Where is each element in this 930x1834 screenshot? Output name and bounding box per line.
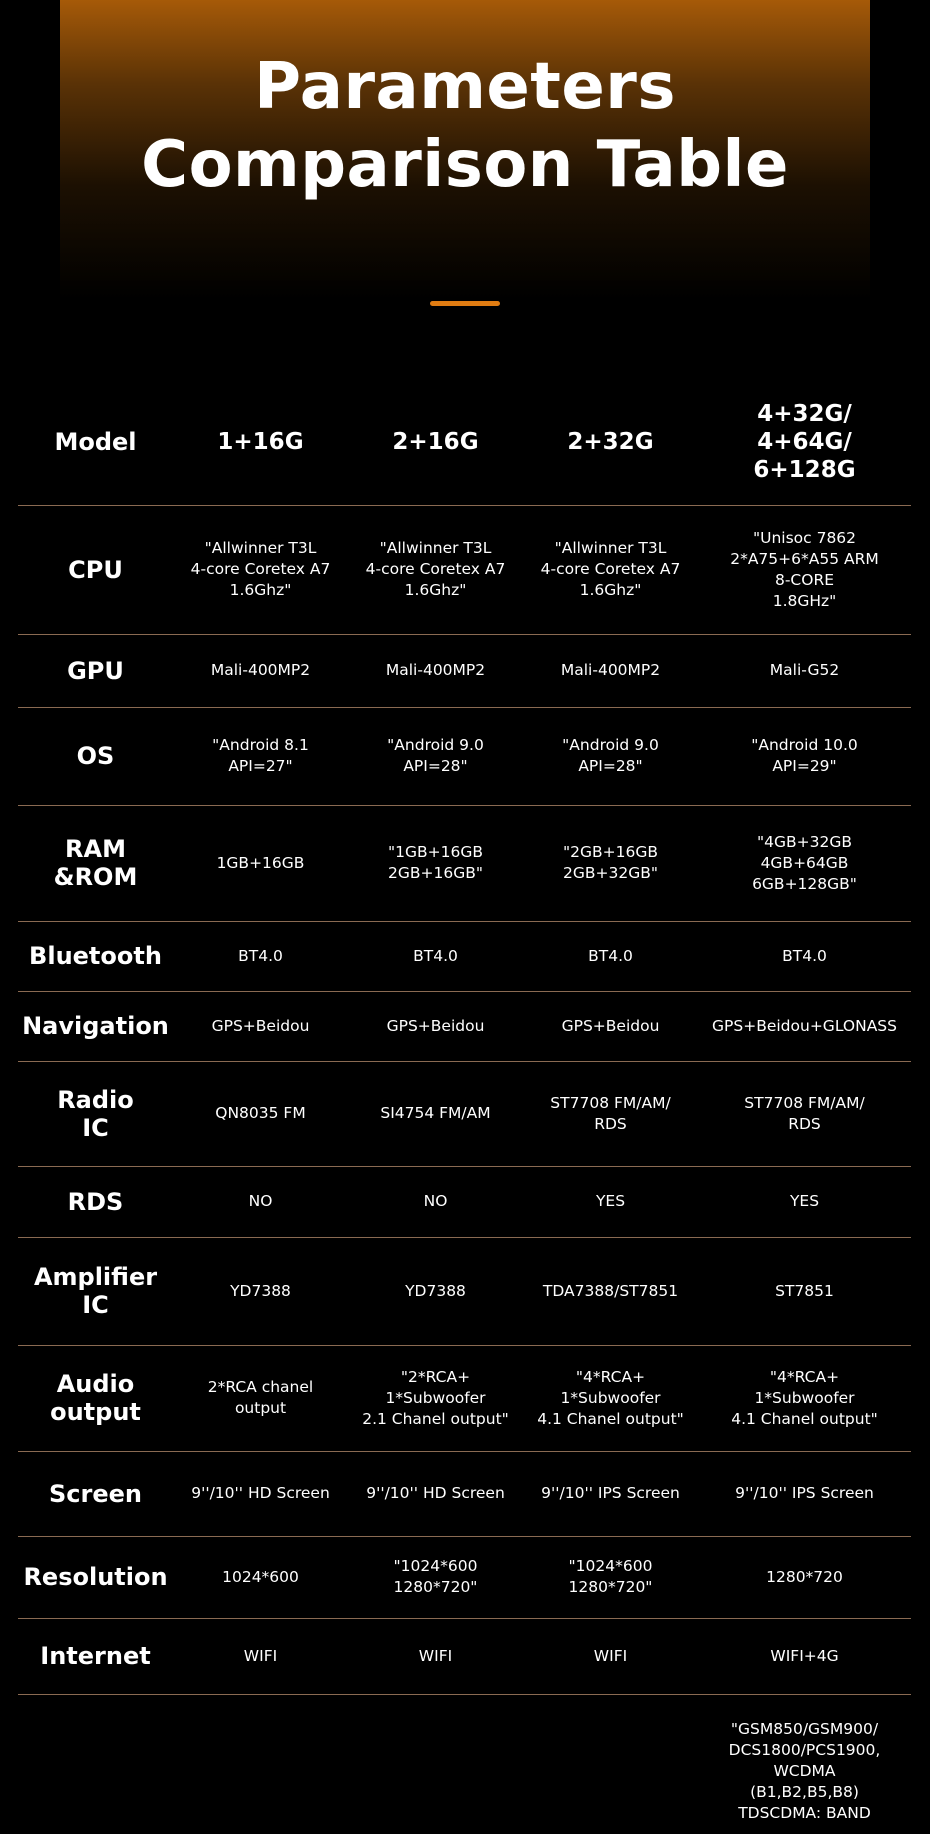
table-cell: BT4.0 [413,946,458,965]
table-row-rds [18,1166,911,1237]
table-cell: YES [789,1192,820,1210]
table-cell: TDA7388/ST7851 [542,1281,679,1300]
table-cell: "Android 9.0 API=28" [387,736,484,775]
model-header: 2+16G [392,429,479,456]
table-cell: "Unisoc 7862 2*A75+6*A55 ARM 8-CORE 1.8GHz" [730,528,879,610]
table-cell: BT4.0 [782,946,827,965]
row-label: Resolution [23,1563,168,1591]
table-row-resolution [18,1536,911,1618]
table-cell: BT4.0 [238,946,283,965]
row-label: Screen [49,1479,142,1508]
table-row-bluetooth [18,921,911,991]
table-cell: WIFI [593,1646,628,1665]
table-cell: "Android 10.0 API=29" [751,736,858,775]
table-cell: 1024*600 [222,1567,299,1586]
accent-divider [430,301,500,306]
row-label: Amplifier IC [33,1263,158,1319]
model-header: 2+32G [567,429,654,456]
row-label: OS [76,742,115,770]
table-cell: WIFI [418,1646,453,1665]
table-row-screen [18,1451,911,1536]
table-row-navigation [18,991,911,1061]
table-cell: Mali-400MP2 [560,661,661,679]
row-label: Internet [40,1642,151,1670]
table-cell: WIFI [243,1646,278,1665]
table-cell: GPS+Beidou [211,1016,310,1035]
table-cell: BT4.0 [588,946,633,965]
page-title [0,48,930,204]
table-cell: Mali-G52 [769,661,840,679]
model-header: 1+16G [217,429,304,456]
table-cell: YES [595,1192,626,1210]
row-label [18,1694,173,1834]
table-cell: 9''/10'' HD Screen [191,1484,330,1502]
table-cell: Mali-400MP2 [210,661,311,679]
table-cell: GPS+Beidou [386,1016,485,1035]
table-cell: "4*RCA+ 1*Subwoofer 4.1 Chanel output" [731,1367,878,1428]
row-label: Audio output [50,1370,141,1426]
table-cell [173,1694,348,1834]
table-cell: "Android 9.0 API=28" [562,736,659,775]
title-line-1: Parameters [254,50,676,124]
table-row-amplifier-ic [18,1237,911,1345]
table-row-radio-ic [18,1061,911,1166]
table-cell: ST7708 FM/AM/ RDS [744,1093,865,1133]
table-cell: "4GB+32GB 4GB+64GB 6GB+128GB" [752,832,857,893]
row-label: Navigation [22,1012,169,1040]
table-cell: NO [423,1192,448,1210]
table-cell: YD7388 [405,1281,466,1300]
table-row-audio-output [18,1345,911,1451]
table-cell: ST7851 [775,1281,834,1300]
table-cell: "4*RCA+ 1*Subwoofer 4.1 Chanel output" [537,1367,684,1428]
table-cell: NO [248,1192,273,1210]
table-cell: "Allwinner T3L 4-core Coretex A7 1.6Ghz" [540,539,681,599]
row-label: RAM &ROM [53,835,138,891]
table-cell: YD7388 [230,1281,291,1300]
table-cell: GPS+Beidou+GLONASS [712,1016,897,1035]
table-cell: ST7708 FM/AM/ RDS [550,1093,671,1133]
title-line-2: Comparison Table [141,128,789,202]
table-cell [523,1694,698,1834]
row-label: Model [54,428,137,457]
comparison-table [18,380,911,1834]
table-cell: "1024*600 1280*720" [393,1557,478,1596]
header-row [18,380,911,505]
row-label: RDS [67,1187,124,1216]
table-cell: "2*RCA+ 1*Subwoofer 2.1 Chanel output" [362,1367,509,1428]
table-cell: GPS+Beidou [561,1016,660,1035]
model-header: 4+32G/ 4+64G/ 6+128G [753,401,856,484]
table-cell: "1GB+16GB 2GB+16GB" [388,843,483,882]
table-cell: Mali-400MP2 [385,661,486,679]
table-cell [348,1694,523,1834]
table-cell: 2*RCA chanel output [207,1378,314,1417]
table-cell: "1024*600 1280*720" [568,1557,653,1596]
row-label: GPU [67,656,124,685]
table-row-network-bands [18,1694,911,1834]
table-row-os [18,707,911,805]
row-label: Radio IC [57,1085,134,1142]
table-cell: "2GB+16GB 2GB+32GB" [563,843,658,882]
table-cell: 9''/10'' IPS Screen [735,1484,874,1502]
table-cell: QN8035 FM [215,1104,306,1122]
table-cell: "Allwinner T3L 4-core Coretex A7 1.6Ghz" [190,539,331,599]
table-cell: 1GB+16GB [216,853,305,872]
row-label: Bluetooth [29,942,162,970]
table-row-internet [18,1618,911,1694]
row-label: CPU [68,555,123,584]
table-cell: 9''/10'' IPS Screen [541,1484,680,1502]
table-cell: "Android 8.1 API=27" [212,736,309,775]
table-cell: "GSM850/GSM900/ DCS1800/PCS1900, WCDMA (B1,B2,B5,B8) TDSCDMA: BAND [728,1719,881,1822]
table-row-gpu [18,634,911,707]
table-cell: SI4754 FM/AM [380,1104,491,1122]
table-cell: 1280*720 [766,1567,843,1586]
table-cell: "Allwinner T3L 4-core Coretex A7 1.6Ghz" [365,539,506,599]
table-row-cpu [18,505,911,634]
table-cell: 9''/10'' HD Screen [366,1484,505,1502]
table-row-ram-rom [18,805,911,921]
table-cell: WIFI+4G [770,1646,839,1665]
